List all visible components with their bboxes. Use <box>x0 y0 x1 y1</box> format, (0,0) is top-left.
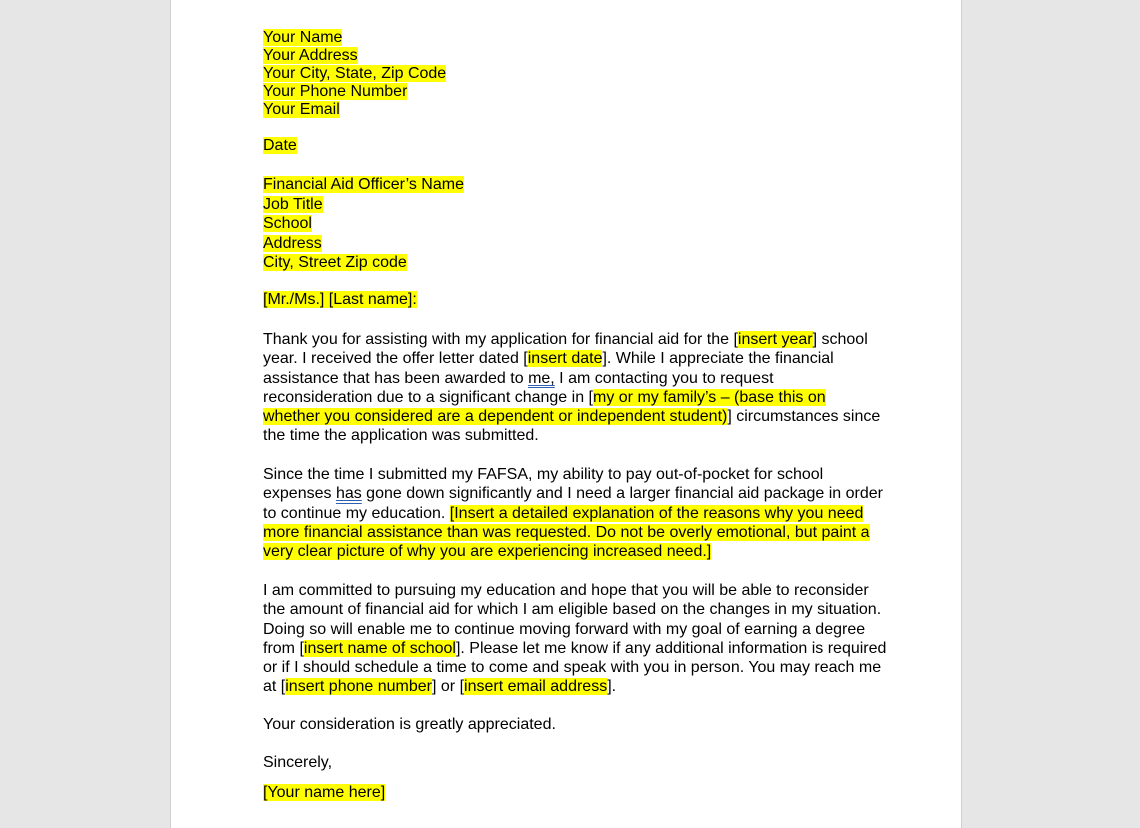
p3-text: the amount of financial aid for which I am eligible based on the changes in my situation. <box>263 601 882 619</box>
paragraph-1 <box>263 330 880 446</box>
p2-text: Since the time I submitted my FAFSA, my ability to pay out-of-pocket for school <box>263 466 824 483</box>
insert-date-placeholder: insert date <box>527 350 603 368</box>
p3-text: from [ <box>263 639 304 657</box>
p2-text: expenses <box>263 485 336 503</box>
date-placeholder: Date <box>263 137 297 154</box>
paragraph-2 <box>263 465 883 561</box>
p3-text: I am committed to pursuing my education and hope that you will be able to reconsider <box>263 582 869 599</box>
p1-text: ] circumstances since <box>727 408 881 426</box>
family-status-placeholder: my or my family’s – (base this on <box>593 388 826 406</box>
p1-text: assistance that has been awarded to <box>263 369 529 387</box>
insert-year-placeholder: insert year <box>737 331 813 348</box>
email-placeholder: insert email address <box>464 678 608 696</box>
sender-street: Your Address <box>263 47 358 64</box>
p1-text: the time the application was submitted. <box>263 427 539 445</box>
document-page <box>170 0 962 828</box>
p2-text: gone down significantly and I need a larger financial aid package in order <box>361 485 883 503</box>
paragraph-3 <box>263 581 886 697</box>
p1-text: year. I received the offer letter dated [ <box>263 350 528 368</box>
recipient-title: Job Title <box>263 195 323 213</box>
signature-placeholder: [Your name here] <box>263 784 386 801</box>
salutation <box>263 291 417 309</box>
p1-text: ] school <box>812 331 868 348</box>
explanation-placeholder: [Insert a detailed explanation of the reasons why you need <box>449 504 864 522</box>
recipient-address-block <box>263 175 464 273</box>
p1-text: I am contacting you to request <box>554 369 774 387</box>
recipient-address: Address <box>263 234 322 252</box>
p1-text: reconsideration due to a significant change in [ <box>263 388 593 406</box>
school-name-placeholder: insert name of school <box>303 639 456 657</box>
p3-text: ]. Please let me know if any additional information is required <box>455 639 887 657</box>
recipient-city: City, Street Zip code <box>263 254 407 271</box>
p3-text: at [ <box>263 678 286 696</box>
sender-phone: Your Phone Number <box>263 83 408 100</box>
p3-text: or if I should schedule a time to come and speak with you in person. You may reach me <box>263 659 882 677</box>
family-status-placeholder: whether you considered are a dependent or independent student) <box>263 408 728 426</box>
recipient-name: Financial Aid Officer’s Name <box>263 176 464 193</box>
date-line <box>263 137 297 155</box>
p3-text: ]. <box>607 678 617 696</box>
phone-placeholder: insert phone number <box>285 678 432 696</box>
p2-text: to continue my education. <box>263 504 450 522</box>
closing-text: Sincerely, <box>263 754 333 771</box>
grammar-flag-me[interactable]: me, <box>528 369 555 387</box>
signature-line <box>263 784 385 802</box>
sender-address-block <box>263 29 446 119</box>
p1-text: Thank you for assisting with my application for financial aid for the [ <box>263 331 738 348</box>
explanation-placeholder: more financial assistance than was requested. Do not be overly emotional, but paint a <box>263 523 870 541</box>
grammar-flag-has[interactable]: has <box>335 485 362 503</box>
p3-text: ] or [ <box>432 678 465 696</box>
sender-email: Your Email <box>263 101 340 118</box>
sender-name: Your Name <box>263 29 343 46</box>
consideration-line <box>263 716 556 734</box>
p3-text: Doing so will enable me to continue moving forward with my goal of earning a degree <box>263 620 866 638</box>
explanation-placeholder: very clear picture of why you are experiencing increased need.] <box>263 543 712 561</box>
sender-city: Your City, State, Zip Code <box>263 65 447 82</box>
recipient-school: School <box>263 215 312 232</box>
consideration-text: Your consideration is greatly appreciated. <box>263 716 556 733</box>
closing-line <box>263 754 332 772</box>
p1-text: ]. While I appreciate the financial <box>602 350 834 368</box>
salutation-text: [Mr./Ms.] [Last name]: <box>263 291 417 308</box>
